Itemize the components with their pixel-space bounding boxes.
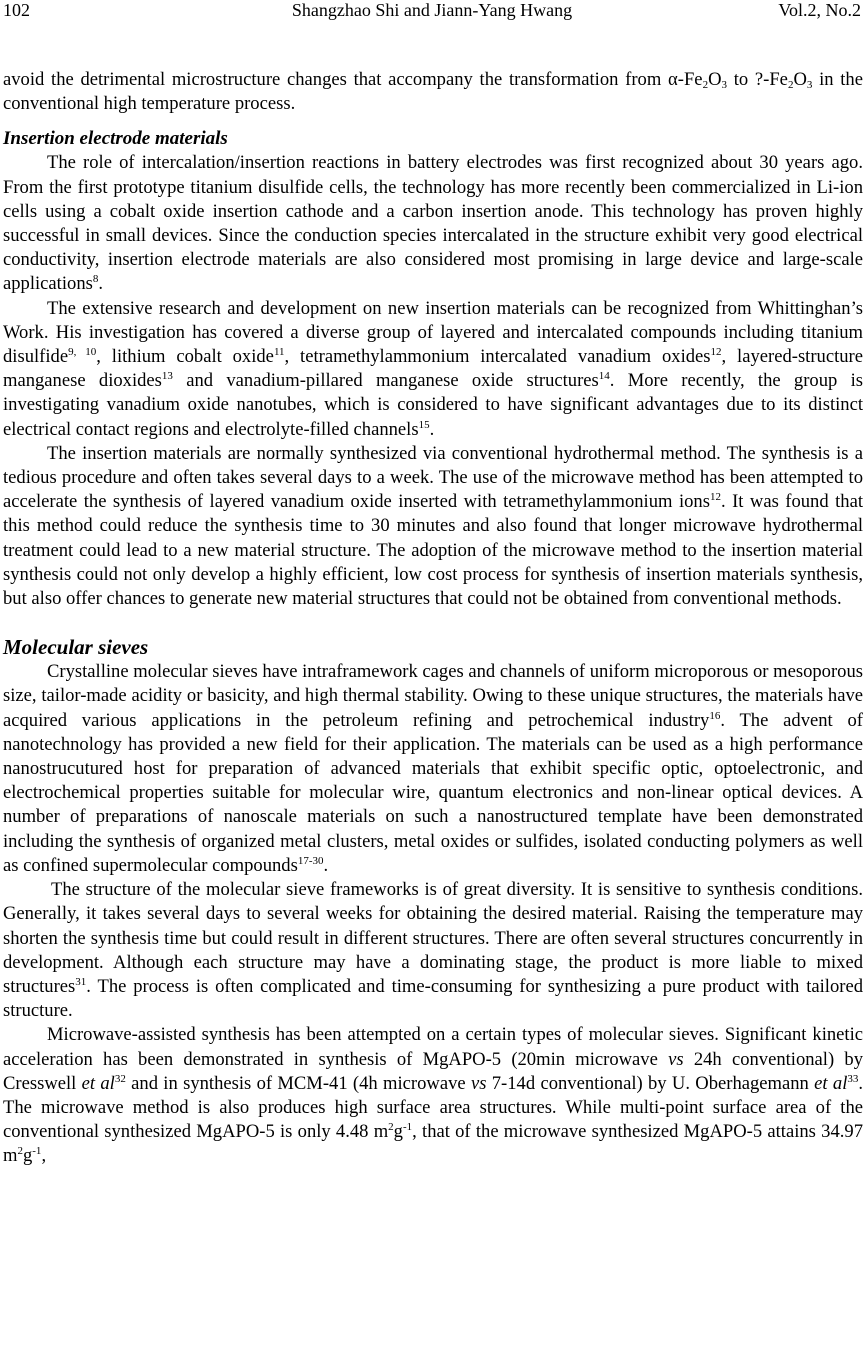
citation: 8	[92, 273, 99, 286]
paragraph-sieves-2: The structure of the molecular sieve frameworks is of great diversity. It is sensitive to synthesis conditions. Generally, it takes several days to several weeks for obtaining the desired material. Raising the temperature may shorten the synthesis time but could result in different structures. There are often several structures concurrently in development. Although each structure may have a dominating stage, the product is more liable to mixed structures$^{31}$. The process is often complicated and time-consuming for synthesizing a pure product with tailored structure.	[3, 879, 863, 1022]
running-header	[3, 0, 861, 22]
citation: 13	[161, 370, 173, 383]
citation: 32	[114, 1072, 126, 1085]
section-heading-molecular-sieves: Molecular sieves	[3, 635, 149, 660]
page-number: 102	[3, 0, 30, 20]
body-text	[3, 68, 863, 1169]
paragraph-insertion-2: The extensive research and development on new insertion materials can be recognized from Whittinghan’s Work. His investigation has covered a diverse group of layered and intercalated compounds including titanium disulfide$^{9, 10}$, lithium cobalt oxide$^{11}$, tetramethylammonium intercalated vanadium oxides$^{12}$, layered-structure manganese dioxides$^{13}$ and vanadium-pillared manganese oxide structures$^{14}$. More recently, the group is investigating vanadium oxide nanotubes, which is considered to have significant advantages due to its distinct electrical contact regions and electrolyte-filled channels$^{15}$.	[3, 297, 863, 440]
citation: 33	[847, 1072, 859, 1085]
citation: 11	[273, 346, 285, 359]
alpha-symbol: α	[668, 69, 678, 90]
citation: 31	[75, 975, 87, 988]
citation: 12	[710, 346, 722, 359]
citation: 15	[418, 418, 430, 431]
citation: 9, 10	[68, 346, 97, 359]
paragraph-insertion-1: The role of intercalation/insertion reactions in battery electrodes was first recognized about 30 years ago. From the first prototype titanium disulfide cells, the technology has more recently been commercialized in Li-ion cells using a cobalt oxide insertion cathode and a carbon insertion anode. This technology has proven highly successful in small devices. Since the conduction species intercalated in the structure exhibit very good electrical conductivity, insertion electrode materials are also considered most promising in large device and large-scale applications$^8$.	[3, 152, 863, 295]
header-authors: Shangzhao Shi and Jiann-Yang Hwang	[291, 0, 573, 20]
paragraph-insertion-3: The insertion materials are normally synthesized via conventional hydrothermal method. The synthesis is a tedious procedure and often takes several days to a week. The use of the microwave method has been attempted to accelerate the synthesis of layered vanadium oxide inserted with tetramethylammonium ions$^{12}$. It was found that this method could reduce the synthesis time to 30 minutes and also found that longer microwave hydrothermal treatment could lead to a new material structure. The adoption of the microwave method to the insertion material synthesis could not only develop a highly efficient, low cost process for synthesis of insertion materials synthesis, but also offer chances to generate new material structures that could not be obtained from conventional methods.	[3, 442, 863, 610]
citation: 12	[709, 491, 721, 504]
citation: 16	[709, 709, 721, 722]
section-heading-insertion: Insertion electrode materials	[3, 128, 228, 150]
citation: 17-30	[297, 854, 324, 867]
intro-paragraph: avoid the detrimental microstructure changes that accompany the transformation from $\alpha-Fe_2O_3$ to $?-Fe_2O_3$ in the conventional high temperature process.	[3, 69, 863, 115]
header-volume: Vol.2, No.2	[778, 0, 861, 20]
citation: 14	[598, 370, 610, 383]
paragraph-sieves-3: Microwave-assisted synthesis has been attempted on a certain types of molecular sieves. Significant kinetic acceleration has been demonstrated in synthesis of MgAPO-5 (20min microwave vs 24h conventional) by Cresswell et $al^{32}$ and in synthesis of MCM-41 (4h microwave vs 7-14d conventional) by U. Oberhagemann et $al^{33}$. The microwave method is also produces high surface area structures. While multi-point surface area of the conventional synthesized MgAPO-5 is only 4.48 $m^2g^{-1}$, that of the microwave synthesized MgAPO-5 attains 34.97 $m^2g^{-1}$,	[3, 1024, 864, 1167]
paragraph-sieves-1: Crystalline molecular sieves have intraframework cages and channels of uniform microporous or mesoporous size, tailor-made acidity or basicity, and high thermal stability. Owing to these unique structures, the materials have acquired various applications in the petroleum refining and petrochemical industry$^{16}$. The advent of nanotechnology has provided a new field for their application. The materials can be used as a high performance nanostrucutured host for preparation of advanced materials that exhibit specific optic, optoelectronic, and electrochemical properties suitable for molecular wire, quantum electronics and non-linear optical devices. A number of preparations of nanoscale materials on such a nanostructured template have been demonstrated including the synthesis of organized metal clusters, metal oxides or sulfides, isolated conducting polymers as well as confined supermolecular compounds$^{17-30}$.	[3, 661, 864, 876]
